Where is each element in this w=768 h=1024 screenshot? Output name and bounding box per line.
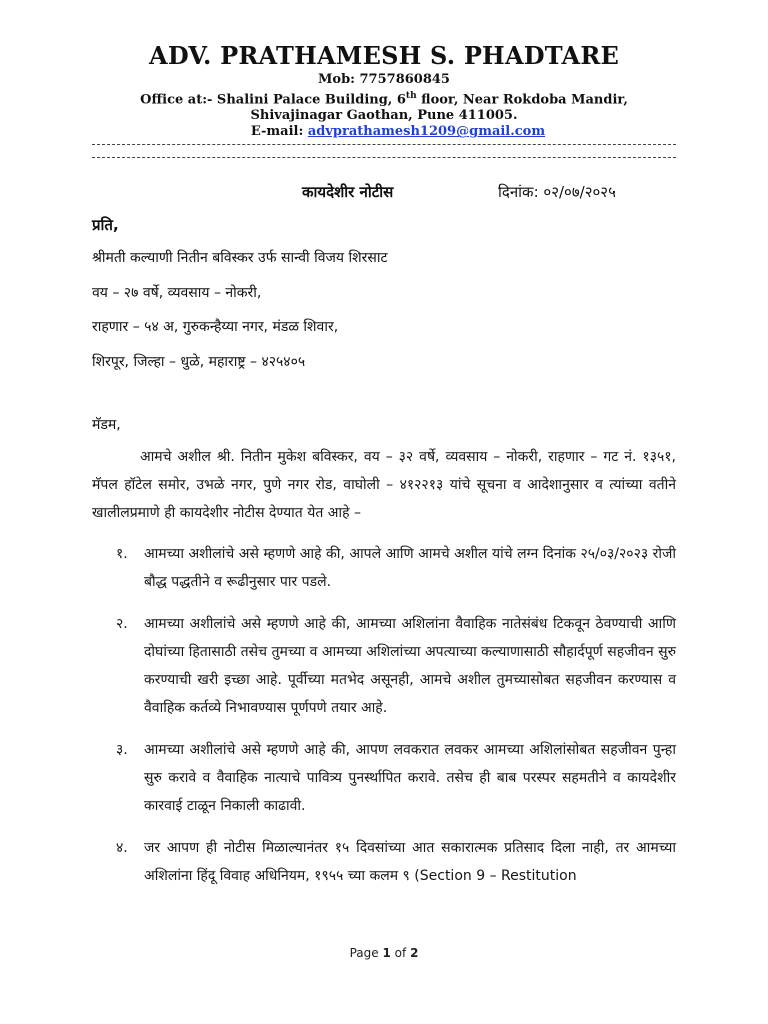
divider-dashed-1 — [92, 144, 676, 145]
email-label: E-mail: — [250, 124, 308, 140]
of-word: of — [394, 946, 407, 960]
point-text: आमच्या अशीलांचे असे म्हणणे आहे की, आपण लवकरात लवकर आमच्या अशिलांसोबत सहजीवन पुन्हा सुरु करावे व वैवाहिक नात्याचे पावित्र्य पुनर्स्थापित करावे. तसेच ही बाब परस्पर सहमतीने व कायदेशीर कारवाई टाळून निकाली काढावी. — [144, 742, 676, 814]
point-number: २. — [116, 616, 128, 632]
point-text: आमच्या अशीलांचे असे म्हणणे आहे की, आमच्या अशिलांना वैवाहिक नातेसंबंध टिकवून ठेवण्याची आणि दोघांच्या हितासाठी तसेच तुमच्या व आमच्या अशिलांच्या अपत्याच्या कल्याणासाठी सौहार्दपूर्ण सहजीवन सुरु करण्याची खरी इच्छा आहे. पूर्वीच्या मतभेद असूनही, आमचे अशील तुमच्यासोबत सहजीवन करण्यास व वैवाहिक कर्तव्ये निभावण्यास पूर्णपणे तयार आहे. — [144, 616, 676, 716]
recipient-age-occupation: वय – २७ वर्षे, व्यवसाय – नोकरी, — [92, 285, 262, 301]
point-number: ४. — [116, 840, 128, 856]
floor-superscript: th — [405, 91, 417, 101]
notice-title: कायदेशीर नोटीस — [302, 183, 394, 201]
point-text: जर आपण ही नोटीस मिळाल्यानंतर १५ दिवसांच्या आत सकारात्मक प्रतिसाद दिला नाही, तर आमच्या अशिलांना हिंदू विवाह अधिनियम, १९५५ च्या कलम ९ (Section 9 – Restitution — [144, 840, 676, 884]
office-address-line1 — [80, 88, 688, 108]
notice-point-3 — [92, 736, 676, 820]
recipient-address-line1: राहणार – ५४ अ, गुरुकन्हैय्या नगर, मंडळ शिवार, — [92, 319, 339, 335]
recipient-address-line2: शिरपूर, जिल्हा – धुळे, महाराष्ट्र – ४२५४०५ — [92, 354, 306, 370]
office-address-line2: Shivajinagar Gaothan, Pune 411005. — [250, 108, 518, 124]
notice-points-list — [92, 540, 676, 904]
current-page-number: 1 — [382, 946, 391, 960]
salutation: मॅडम, — [92, 417, 121, 433]
email-line — [80, 124, 688, 140]
recipient-name: श्रीमती कल्याणी नितीन बविस्कर उर्फ सान्वी विजय शिरसाट — [92, 250, 388, 266]
page-word: Page — [349, 946, 379, 960]
office-address-suffix: floor, Near Rokdoba Mandir, — [416, 92, 628, 108]
letterhead — [80, 40, 688, 140]
notice-heading-row — [92, 182, 676, 204]
notice-date: दिनांक: ०२/०७/२०२५ — [498, 183, 616, 201]
page-footer — [0, 946, 768, 960]
office-address-prefix: Office at:- Shalini Palace Building, 6 — [140, 92, 406, 108]
to-label: प्रति, — [92, 216, 119, 234]
intro-paragraph: आमचे अशील श्री. नितीन मुकेश बविस्कर, वय – ३२ वर्षे, व्यवसाय – नोकरी, राहणार – गट नं. १३५१, मॅपल हॉटेल समोर, उभळे नगर, पुणे नगर रोड, वाघोली – ४१२२१३ यांचे सूचना व आदेशानुसार व त्यांच्या वतीने खालीलप्रमाणे ही कायदेशीर नोटीस देण्यात येत आहे – — [92, 449, 676, 521]
point-number: १. — [116, 546, 128, 562]
point-text: आमच्या अशीलांचे असे म्हणणे आहे की, आपले आणि आमचे अशील यांचे लग्न दिनांक २५/०३/२०२३ रोजी बौद्ध पद्धतीने व रूढीनुसार पार पडले. — [144, 546, 676, 590]
notice-point-1 — [92, 540, 676, 596]
notice-point-2 — [92, 610, 676, 722]
point-number: ३. — [116, 742, 128, 758]
mobile-number: Mob: 7757860845 — [318, 72, 450, 87]
divider-dashed-2 — [92, 157, 676, 158]
email-link[interactable]: advprathamesh1209@gmail.com — [307, 124, 546, 140]
total-pages-number: 2 — [410, 946, 419, 960]
advocate-name: ADV. PRATHAMESH S. PHADTARE — [149, 41, 619, 70]
notice-point-4 — [92, 834, 676, 890]
